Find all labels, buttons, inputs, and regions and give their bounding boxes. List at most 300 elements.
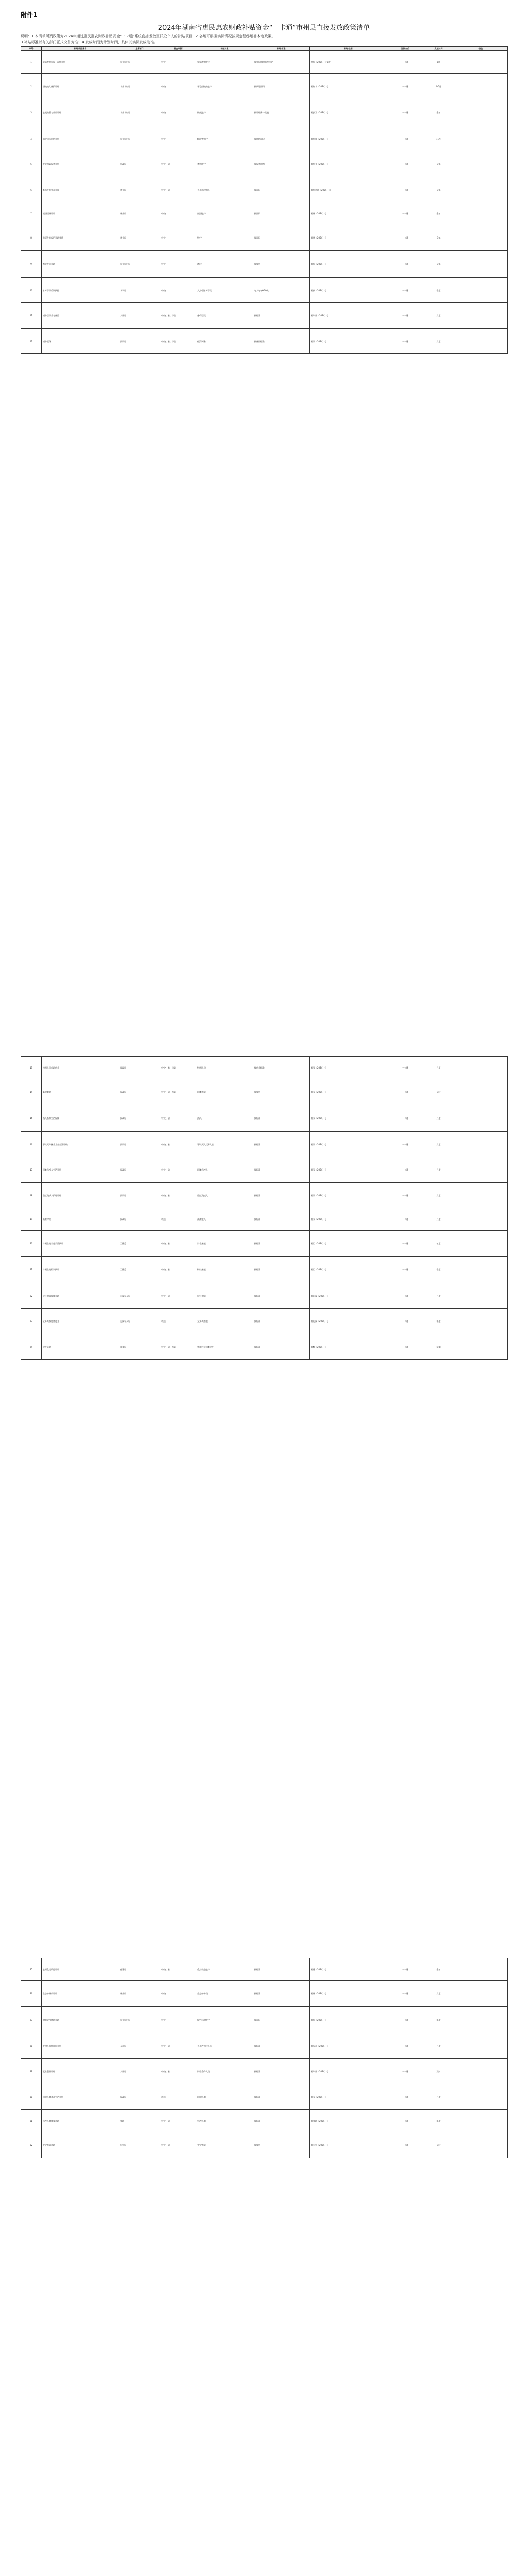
table-row	[21, 2033, 508, 2059]
table-cell: 一卡通	[387, 1057, 423, 1079]
table-cell: 卫健委	[119, 1257, 160, 1283]
table-cell: 16	[21, 1132, 42, 1157]
table-cell: 符合条件人员	[196, 2059, 253, 2084]
table-cell	[454, 1283, 508, 1309]
table-cell	[454, 278, 508, 303]
table-cell: 湘人社〔2024〕号	[310, 303, 387, 329]
table-row	[21, 1079, 508, 1105]
table-cell: 实际种粮农民一次性补贴	[42, 51, 119, 74]
table-cell: 林业局	[119, 177, 160, 202]
table-cell: 9	[21, 251, 42, 278]
table-cell: 义务兵家庭	[196, 1309, 253, 1334]
table-cell: 一卡通	[387, 99, 423, 126]
table-cell: 生态护林员补助	[42, 1981, 119, 2007]
table-cell: 民政厅	[119, 329, 160, 354]
list1-header-cell: 发放方式	[387, 47, 423, 51]
table-row	[21, 1132, 508, 1157]
table-cell: 26	[21, 1981, 42, 2007]
table-cell: 水利厅	[119, 278, 160, 303]
table-cell: 月度	[423, 1057, 454, 1079]
table-row	[21, 1208, 508, 1231]
table-cell: 按标准	[253, 1208, 310, 1231]
table-cell: 受灾群众	[196, 2132, 253, 2158]
table-cell: 事实无人抚养儿童生活补贴	[42, 1132, 119, 1157]
table-cell: 农业农村厅	[119, 74, 160, 99]
table-cell: 中央、省	[160, 177, 196, 202]
table-cell: 人社厅	[119, 2033, 160, 2059]
table-cell: 一卡通	[387, 1208, 423, 1231]
table-cell	[454, 1981, 508, 2007]
table-cell	[454, 2007, 508, 2033]
table-cell: 学生资助	[42, 1334, 119, 1360]
table-cell: 一卡通	[387, 202, 423, 225]
table-cell: 湘财农〔2024〕号	[310, 74, 387, 99]
table-cell: 一卡通	[387, 2059, 423, 2084]
table-cell: 17	[21, 1157, 42, 1183]
list1-note-1: 说明：1.本清单所列政策为2024年通过惠民惠农财政补贴资金“一卡通”系统直接发放至群众个人的补贴项目；2.各地可根据实际情况按规定程序增补本地政策。	[21, 34, 275, 38]
table-cell: 湘人社〔2024〕号	[310, 2033, 387, 2059]
list1-header-cell: 资金来源	[160, 47, 196, 51]
table-cell	[454, 1231, 508, 1257]
table-cell: 按标准	[253, 1132, 310, 1157]
table-cell: 退役军人厅	[119, 1309, 160, 1334]
table-cell: 月度	[423, 1132, 454, 1157]
table-cell: 中央	[160, 2007, 196, 2033]
table-cell	[454, 2033, 508, 2059]
table-cell: 一卡通	[387, 1183, 423, 1208]
table-cell: 一卡通	[387, 2007, 423, 2033]
table-cell: 24	[21, 1334, 42, 1360]
table-cell: 民政厅	[119, 1057, 160, 1079]
table-cell: 参保农户	[196, 151, 253, 177]
table-cell: 全年	[423, 202, 454, 225]
table-cell: 按种植面积	[253, 126, 310, 151]
table-cell	[454, 1057, 508, 1079]
table-cell: 财农〔2024〕号文件	[310, 51, 387, 74]
list1-page-3	[21, 1958, 507, 2267]
table-cell	[454, 1257, 508, 1283]
table-row	[21, 1283, 508, 1309]
table-cell: 湘农〔2024〕号	[310, 2007, 387, 2033]
table-cell: 季度	[423, 278, 454, 303]
list1-note-2: 3.补贴标准以有关部门正式文件为准；4.发放时间为计划时间，具体以实际发放为准。	[21, 40, 158, 44]
table-cell: 湘财金〔2024〕号	[310, 151, 387, 177]
table-cell: 湘民〔2024〕号	[310, 1208, 387, 1231]
table-row	[21, 2084, 508, 2110]
table-cell: 特困人员	[196, 1057, 253, 1079]
table-cell: 中央、省	[160, 1132, 196, 1157]
table-cell: 一卡通	[387, 2110, 423, 2132]
table-cell: 按面积	[253, 225, 310, 251]
table-cell: 11月	[423, 126, 454, 151]
table-cell: 农业农村厅	[119, 51, 160, 74]
table-cell: 中央、省	[160, 1257, 196, 1283]
table-cell: 市县	[160, 1208, 196, 1231]
table-cell: 水库移民后期扶持	[42, 278, 119, 303]
table-row	[21, 1105, 508, 1132]
table-cell: 4-6月	[423, 74, 454, 99]
table-cell: 月度	[423, 303, 454, 329]
table-cell: 19	[21, 1208, 42, 1231]
table-cell: 城乡居民养老保险	[42, 303, 119, 329]
table-cell: 按面积	[253, 2007, 310, 2033]
table-cell: 事实无人抚养儿童	[196, 1132, 253, 1157]
table-cell: 高龄津贴	[42, 1208, 119, 1231]
table-cell: 全年	[423, 177, 454, 202]
table-row	[21, 1334, 508, 1360]
table-cell: 13	[21, 1057, 42, 1079]
table-cell	[454, 126, 508, 151]
list1-header-cell: 补贴项目名称	[42, 47, 119, 51]
table-cell: 农村危房改造补助	[42, 1958, 119, 1981]
list1-page-2	[21, 1056, 507, 1417]
table-cell: 按标准	[253, 303, 310, 329]
table-cell	[454, 1079, 508, 1105]
table-cell	[454, 74, 508, 99]
table-cell: 31	[21, 2110, 42, 2132]
table-cell: 20	[21, 1231, 42, 1257]
table-cell: 全年	[423, 1958, 454, 1981]
table-cell: 农业农村厅	[119, 2007, 160, 2033]
table-row	[21, 51, 508, 74]
table-cell: 5月	[423, 51, 454, 74]
table-cell: 生态护林员	[196, 1981, 253, 2007]
table-cell: 残联	[119, 2110, 160, 2132]
table-cell: 受灾群众救助	[42, 2132, 119, 2158]
table-row	[21, 74, 508, 99]
table-cell: 农机购置与应用补贴	[42, 99, 119, 126]
table-cell: 农业农村厅	[119, 126, 160, 151]
list1-label: 附件1	[21, 11, 38, 19]
table-cell: 湘人社〔2024〕号	[310, 2059, 387, 2084]
table-cell: 季度	[423, 1257, 454, 1283]
table-cell: 湘林〔2024〕号	[310, 1981, 387, 2007]
table-cell: 湘财建〔2024〕号	[310, 126, 387, 151]
table-cell: 按标准	[253, 1183, 310, 1208]
table-cell: 湘卫〔2024〕号	[310, 1231, 387, 1257]
table-cell: 退耕农户	[196, 202, 253, 225]
table-row	[21, 1309, 508, 1334]
table-cell: 湘林〔2024〕号	[310, 225, 387, 251]
table-cell: 3	[21, 99, 42, 126]
table-row	[21, 151, 508, 177]
table-cell: 按标准	[253, 1981, 310, 2007]
table-cell	[454, 202, 508, 225]
table-cell: 一卡通	[387, 51, 423, 74]
table-cell: 一卡通	[387, 2084, 423, 2110]
table-cell: 月度	[423, 1208, 454, 1231]
table-cell: 一卡通	[387, 1981, 423, 2007]
table-cell: 全年	[423, 151, 454, 177]
table-cell: 月度	[423, 1283, 454, 1309]
table-cell: 30	[21, 2084, 42, 2110]
table-cell: 月度	[423, 329, 454, 354]
table-cell: 就业创业补贴	[42, 2059, 119, 2084]
list1-header-cell: 备注	[454, 47, 508, 51]
table-cell: 月度	[423, 1183, 454, 1208]
table-cell: 按规定	[253, 251, 310, 278]
table-cell	[454, 329, 508, 354]
table-cell: 中央、省	[160, 1231, 196, 1257]
table-cell: 困境儿童	[196, 2084, 253, 2110]
table-cell: 计划生育家庭奖励扶助	[42, 1231, 119, 1257]
table-row	[21, 1981, 508, 2007]
table-cell: 财政厅	[119, 151, 160, 177]
table-cell: 承包耕地的农户	[196, 74, 253, 99]
table-cell: 困难残疾人	[196, 1157, 253, 1183]
table-row	[21, 99, 508, 126]
table-row	[21, 2059, 508, 2084]
table-row	[21, 1231, 508, 1257]
table-cell: 全年	[423, 251, 454, 278]
table-row	[21, 202, 508, 225]
table-cell: 21	[21, 1257, 42, 1283]
table-cell: 按实际种粮面积核定	[253, 51, 310, 74]
table-cell: 按补贴额一览表	[253, 99, 310, 126]
table-cell: 退耕还林补助	[42, 202, 119, 225]
table-cell: 教育厅	[119, 1334, 160, 1360]
table-row	[21, 1157, 508, 1183]
table-cell: 湘农发〔2024〕号	[310, 99, 387, 126]
list1-header-cell: 补贴依据	[310, 47, 387, 51]
table-cell: 中央	[160, 202, 196, 225]
table-cell: 22	[21, 1283, 42, 1309]
list1-header-cell: 补贴标准	[253, 47, 310, 51]
table-row	[21, 278, 508, 303]
table-cell: 29	[21, 2059, 42, 2084]
table-cell: 林业局	[119, 202, 160, 225]
table-cell: 18	[21, 1183, 42, 1208]
table-cell: 湘退役〔2024〕号	[310, 1283, 387, 1309]
table-cell: 一卡通	[387, 1079, 423, 1105]
table-cell: 一卡通	[387, 1283, 423, 1309]
table-cell	[454, 1105, 508, 1132]
table-cell: 中央、省	[160, 1157, 196, 1183]
table-cell: 优抚对象	[196, 1283, 253, 1309]
table-cell: 5	[21, 151, 42, 177]
table-cell: 按规定	[253, 2132, 310, 2158]
table-cell: 困难群众	[196, 1079, 253, 1105]
table-cell: 按面积	[253, 177, 310, 202]
table-cell: 农业保险保费补贴	[42, 151, 119, 177]
table-cell: 低保对象	[196, 329, 253, 354]
table-cell: 退役军人厅	[119, 1283, 160, 1309]
table-cell: 月度	[423, 1981, 454, 2007]
list1-header-row	[21, 47, 508, 51]
table-row	[21, 1958, 508, 1981]
table-cell: 民政厅	[119, 2084, 160, 2110]
table-row	[21, 1057, 508, 1079]
table-cell: 一卡通	[387, 2132, 423, 2158]
table-cell: 7	[21, 202, 42, 225]
table-cell: 中央、省	[160, 1958, 196, 1981]
table-cell: 中央	[160, 74, 196, 99]
table-cell: 一卡通	[387, 303, 423, 329]
table-cell: 湘民〔2024〕号	[310, 1132, 387, 1157]
table-cell: 全年	[423, 225, 454, 251]
table-cell: 一卡通	[387, 1231, 423, 1257]
table-cell: 6	[21, 177, 42, 202]
table-cell: 25	[21, 1958, 42, 1981]
table-cell: 民政厅	[119, 1208, 160, 1231]
table-cell: 城乡低保	[42, 329, 119, 354]
table-cell: 按标准	[253, 1309, 310, 1334]
table-cell: 14	[21, 1079, 42, 1105]
table-cell: 中央、省	[160, 2059, 196, 2084]
table-cell: 年度	[423, 1309, 454, 1334]
table-cell: 中央	[160, 225, 196, 251]
list1-header-cell: 发放时间	[423, 47, 454, 51]
table-cell: 民政厅	[119, 1157, 160, 1183]
table-cell: 耕地轮作休耕补助	[42, 2007, 119, 2033]
table-cell: 森林生态效益补偿	[42, 177, 119, 202]
table-cell: 轮作休耕农户	[196, 2007, 253, 2033]
table-cell: 按保费比例	[253, 151, 310, 177]
table-cell: 全年	[423, 99, 454, 126]
table-cell: 林业局	[119, 225, 160, 251]
table-cell: 年度	[423, 2007, 454, 2033]
table-cell: 中央、省	[160, 1105, 196, 1132]
table-cell: 及时	[423, 2059, 454, 2084]
table-cell: 市县	[160, 2084, 196, 2110]
table-cell: 湘卫〔2024〕号	[310, 1257, 387, 1283]
table-cell: 一卡通	[387, 151, 423, 177]
list1-table-page-2	[21, 1056, 508, 1360]
table-cell: 参保居民	[196, 303, 253, 329]
table-cell: 月度	[423, 2084, 454, 2110]
table-cell	[454, 99, 508, 126]
table-cell: 23	[21, 1309, 42, 1334]
table-cell	[454, 1183, 508, 1208]
table-cell: 计生家庭	[196, 1231, 253, 1257]
table-cell: 民政厅	[119, 1105, 160, 1132]
table-cell: 实际种粮农民	[196, 51, 253, 74]
table-cell: 按面积	[253, 202, 310, 225]
table-cell: 一卡通	[387, 1157, 423, 1183]
table-cell	[454, 2110, 508, 2132]
table-cell	[454, 2132, 508, 2158]
table-cell: 12	[21, 329, 42, 354]
table-cell: 15	[21, 1105, 42, 1132]
table-cell: 中央、省	[160, 151, 196, 177]
table-row	[21, 177, 508, 202]
table-cell: 按标准	[253, 1231, 310, 1257]
table-cell	[454, 2084, 508, 2110]
table-cell: 按规定	[253, 1079, 310, 1105]
table-cell: 按标准	[253, 1958, 310, 1981]
table-cell	[454, 1132, 508, 1157]
table-cell: 民政厅	[119, 1132, 160, 1157]
table-cell	[454, 251, 508, 278]
table-cell: 一卡通	[387, 1334, 423, 1360]
table-cell: 按标准	[253, 2110, 310, 2132]
table-cell	[454, 1208, 508, 1231]
table-row	[21, 2007, 508, 2033]
table-cell: 市县	[160, 1309, 196, 1334]
table-cell: 湘民〔2024〕号	[310, 2084, 387, 2110]
table-cell: 渔业发展补助	[42, 251, 119, 278]
table-cell: 湘退役〔2024〕号	[310, 1309, 387, 1334]
table-cell: 公益林权利人	[196, 177, 253, 202]
table-cell: 住建厅	[119, 1958, 160, 1981]
table-cell: 稻谷目标价格补贴	[42, 126, 119, 151]
table-cell: 湘应急〔2024〕号	[310, 2132, 387, 2158]
table-cell: 2	[21, 74, 42, 99]
table-cell: 重度残疾人护理补贴	[42, 1183, 119, 1208]
table-cell: 中央	[160, 126, 196, 151]
table-cell: 中央	[160, 51, 196, 74]
table-cell: 湘民〔2024〕号	[310, 1157, 387, 1183]
table-cell: 8	[21, 225, 42, 251]
table-cell: 湘民〔2024〕号	[310, 1183, 387, 1208]
list1-header-cell: 主管部门	[119, 47, 160, 51]
table-row	[21, 1183, 508, 1208]
table-cell: 民政厅	[119, 1079, 160, 1105]
list1-header-cell: 补贴对象	[196, 47, 253, 51]
table-cell: 按耕地面积	[253, 74, 310, 99]
table-cell: 残疾儿童康复救助	[42, 2110, 119, 2132]
table-cell: 按标准	[253, 1334, 310, 1360]
table-cell: 及时	[423, 1079, 454, 1105]
table-cell: 孤儿	[196, 1105, 253, 1132]
table-cell: 按标准	[253, 1157, 310, 1183]
table-cell: 学期	[423, 1334, 454, 1360]
table-cell: 公益性岗位人员	[196, 2033, 253, 2059]
table-cell: 一卡通	[387, 74, 423, 99]
table-cell: 按标准	[253, 2084, 310, 2110]
table-cell: 湘民〔2024〕号	[310, 1057, 387, 1079]
table-cell: 湘水〔2024〕号	[310, 278, 387, 303]
table-cell: 中央、省、市县	[160, 329, 196, 354]
table-cell: 临时救助	[42, 1079, 119, 1105]
table-cell: 耕地地力保护补贴	[42, 74, 119, 99]
table-cell: 按标准	[253, 1283, 310, 1309]
table-cell	[454, 1157, 508, 1183]
table-cell: 稻谷种植户	[196, 126, 253, 151]
table-cell	[454, 303, 508, 329]
table-cell: 1	[21, 51, 42, 74]
table-cell: 中央	[160, 99, 196, 126]
table-cell: 湘教〔2024〕号	[310, 1334, 387, 1360]
table-cell: 家庭经济困难学生	[196, 1334, 253, 1360]
table-cell: 按标准	[253, 1105, 310, 1132]
table-cell: 按标准	[253, 1257, 310, 1283]
table-cell: 农业农村厅	[119, 251, 160, 278]
table-row	[21, 251, 508, 278]
table-cell: 一卡通	[387, 225, 423, 251]
table-cell: 按保障标准	[253, 329, 310, 354]
table-row	[21, 225, 508, 251]
table-cell: 一卡通	[387, 1257, 423, 1283]
table-cell: 残疾儿童	[196, 2110, 253, 2132]
table-cell: 义务兵家庭优待金	[42, 1309, 119, 1334]
table-cell: 农业农村厅	[119, 99, 160, 126]
table-cell: 中央、省、市县	[160, 1334, 196, 1360]
table-cell: 32	[21, 2132, 42, 2158]
table-cell: 一卡通	[387, 1309, 423, 1334]
table-cell: 重度残疾人	[196, 1183, 253, 1208]
table-cell	[454, 225, 508, 251]
table-cell: 大中型水库移民	[196, 278, 253, 303]
table-cell: 草原生态保护补助奖励	[42, 225, 119, 251]
table-cell: 孤儿基本生活保障	[42, 1105, 119, 1132]
table-cell	[454, 1309, 508, 1334]
table-cell	[454, 151, 508, 177]
table-cell: 一卡通	[387, 278, 423, 303]
table-cell: 购机农户	[196, 99, 253, 126]
table-cell	[454, 51, 508, 74]
table-cell: 年度	[423, 2110, 454, 2132]
